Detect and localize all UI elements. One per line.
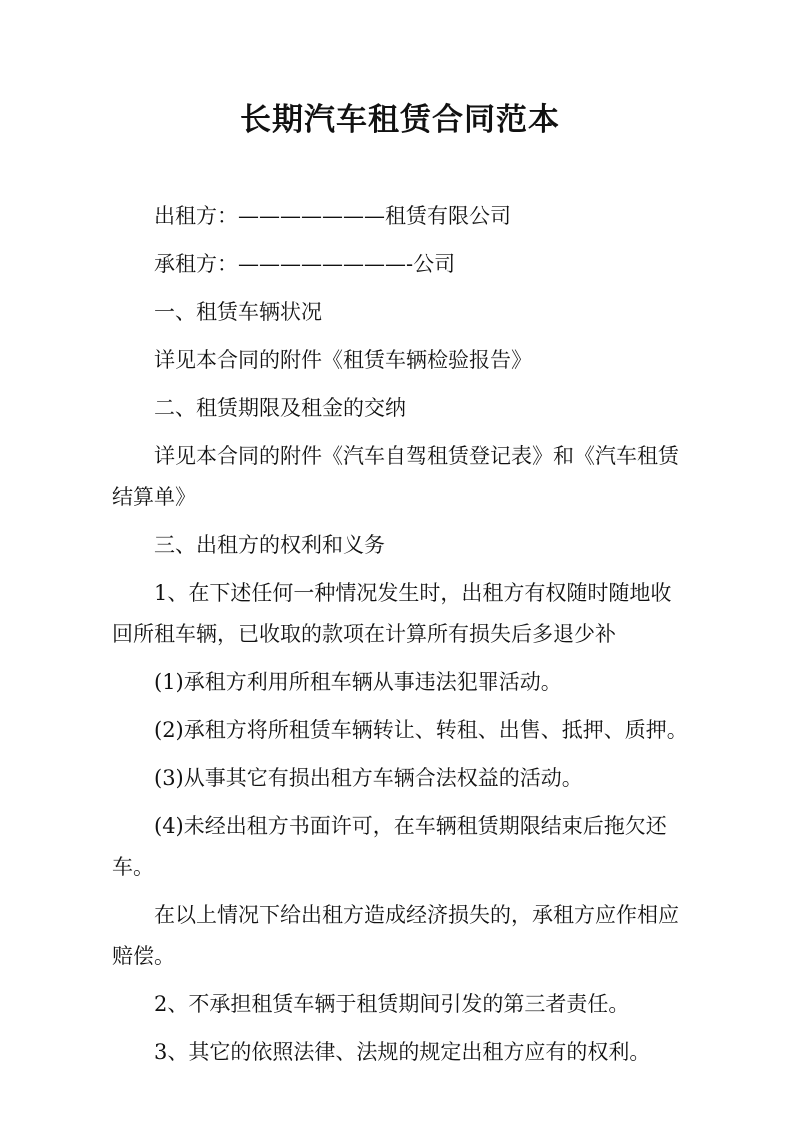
lessee-line: 承租方：————————-公司 [154,252,456,276]
document-body [112,196,692,1080]
clause-1-item-2: (2)承租方将所租赁车辆转让、转租、出售、抵押、质押。 [154,718,688,742]
section-heading-2: 二、租赁期限及租金的交纳 [154,396,406,420]
lessor-line: 出租方：———————租赁有限公司 [154,204,511,228]
paragraph: 详见本合同的附件《租赁车辆检验报告》 [154,348,532,372]
clause-3: 3、其它的依照法律、法规的规定出租方应有的权利。 [154,1040,651,1064]
clause-1-item-4: (4)未经出租方书面许可，在车辆租赁期限结束后拖欠还车。 [112,814,667,879]
document-title: 长期汽车租赁合同范本 [240,102,560,138]
compensation-paragraph: 在以上情况下给出租方造成经济损失的，承租方应作相应赔偿。 [112,903,679,968]
clause-1-item-3: (3)从事其它有损出租方车辆合法权益的活动。 [154,766,583,790]
section-heading-1: 一、租赁车辆状况 [154,300,322,324]
paragraph: 详见本合同的附件《汽车自驾租赁登记表》和《汽车租赁结算单》 [112,444,679,509]
clause-1: 1、在下述任何一种情况发生时，出租方有权随时随地收回所租车辆，已收取的款项在计算所有损失后多退少补 [112,581,672,646]
clause-1-item-1: (1)承租方利用所租车辆从事违法犯罪活动。 [154,670,562,694]
clause-2: 2、不承担租赁车辆于租赁期间引发的第三者责任。 [154,992,630,1016]
section-heading-3: 三、出租方的权利和义务 [154,533,385,557]
